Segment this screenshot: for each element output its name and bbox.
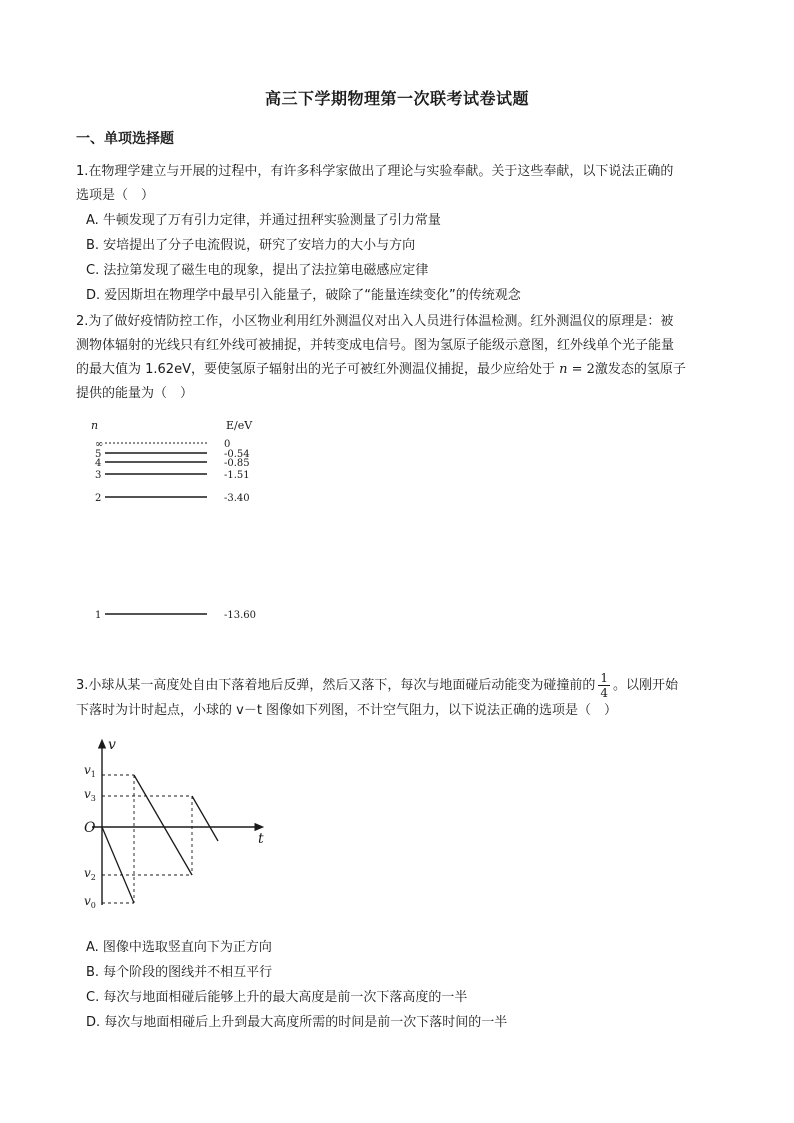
variable-n: n [559, 362, 568, 377]
energy-header: E/eV [226, 419, 253, 432]
question-3-line-1 [76, 672, 718, 699]
equals-2: = 2 [567, 362, 595, 377]
origin-label: O [84, 820, 96, 836]
question-1-option-c: C. 法拉第发现了磁生电的现象，提出了法拉第电磁感应定律 [86, 263, 429, 278]
t-axis-label: t [258, 831, 264, 847]
energy-level-value-label: 0 [224, 439, 231, 450]
velocity-time-graph [80, 735, 280, 915]
question-1-option-b: B. 安培提出了分子电流假说，研究了安培力的大小与方向 [86, 238, 416, 253]
question-3-line-2: 下落时为计时起点，小球的 v－t 图像如下列图，不计空气阻力，以下说法正确的选项是（ ） [76, 703, 618, 718]
energy-level-diagram [85, 415, 305, 630]
energy-level-value-label: -0.54 [224, 449, 250, 460]
label-v3: $v_3$ [84, 787, 96, 803]
energy-level-n-label: 5 [95, 449, 102, 460]
fraction-numerator: 1 [600, 671, 609, 685]
question-3-option-b: B. 每个阶段的图线并不相互平行 [86, 965, 273, 980]
energy-level-n-label: 1 [95, 610, 102, 621]
energy-levels [95, 439, 256, 621]
question-2-line-2: 测物体辐射的光线只有红外线可被捕捉，并转变成电信号。图为氢原子能级示意图，红外线单个光子能量 [76, 338, 675, 353]
n-header: n [91, 419, 99, 432]
dashed-guides [102, 775, 192, 903]
v-axis-label: v [108, 737, 116, 753]
question-1-line-2: 选项是（ ） [76, 188, 155, 203]
page-title: 高三下学期物理第一次联考试卷试题 [264, 89, 529, 108]
fraction-one-quarter [598, 672, 610, 699]
energy-level-n-label: 4 [95, 458, 102, 469]
question-1-line-1: 1.在物理学建立与开展的过程中，有许多科学家做出了理论与实验奉献。关于这些奉献，以下说法正确的 [76, 164, 674, 179]
label-v1: $v_1$ [84, 763, 96, 779]
label-v0: $v_0$ [84, 894, 96, 910]
question-3-option-c: C. 每次与地面相碰后能够上升的最大高度是前一次下落高度的一半 [86, 990, 468, 1005]
question-3-option-d: D. 每次与地面相碰后上升到最大高度所需的时间是前一次下落时间的一半 [86, 1015, 508, 1030]
question-2-line-4: 提供的能量为（ ） [76, 386, 194, 401]
label-v2: $v_2$ [84, 866, 96, 882]
energy-level-n-label: ∞ [95, 439, 104, 450]
question-2-line-3 [76, 358, 718, 382]
energy-level-value-label: -13.60 [224, 610, 257, 621]
fraction-denominator: 4 [600, 686, 609, 700]
question-1-option-d: D. 爱因斯坦在物理学中最早引入能量子，破除了“能量连续变化”的传统观念 [86, 288, 521, 303]
energy-level-value-label: -1.51 [224, 470, 250, 481]
question-1-stem [76, 160, 718, 208]
question-1-option-a: A. 牛顿发现了万有引力定律，并通过扭秤实验测量了引力常量 [86, 213, 441, 228]
section-title-single-choice: 一、单项选择题 [76, 131, 174, 147]
question-3-line-1a: 3.小球从某一高度处自由下落着地后反弹，然后又落下，每次与地面碰后动能变为碰撞前的 [76, 678, 596, 693]
question-2-stem [76, 310, 718, 406]
energy-level-value-label: -3.40 [224, 493, 250, 504]
energy-level-value-label: -0.85 [224, 458, 250, 469]
question-3-line-1b: 。以刚开始 [613, 678, 679, 693]
question-3-option-a: A. 图像中选取竖直向下为正方向 [86, 940, 272, 955]
energy-level-n-label: 3 [95, 470, 102, 481]
question-2-line-1: 2.为了做好疫情防控工作，小区物业利用红外测温仪对出入人员进行体温检测。红外测温仪的原理是：被 [76, 314, 674, 329]
question-2-line-3b: 激发态的氢原子 [594, 362, 686, 377]
question-3-stem [76, 672, 718, 723]
energy-level-n-label: 2 [95, 493, 102, 504]
question-2-line-3a: 的最大值为 1.62eV，要使氢原子辐射出的光子可被红外测温仪捕捉，最少应给处于 [76, 362, 560, 377]
velocity-lines [102, 775, 218, 903]
